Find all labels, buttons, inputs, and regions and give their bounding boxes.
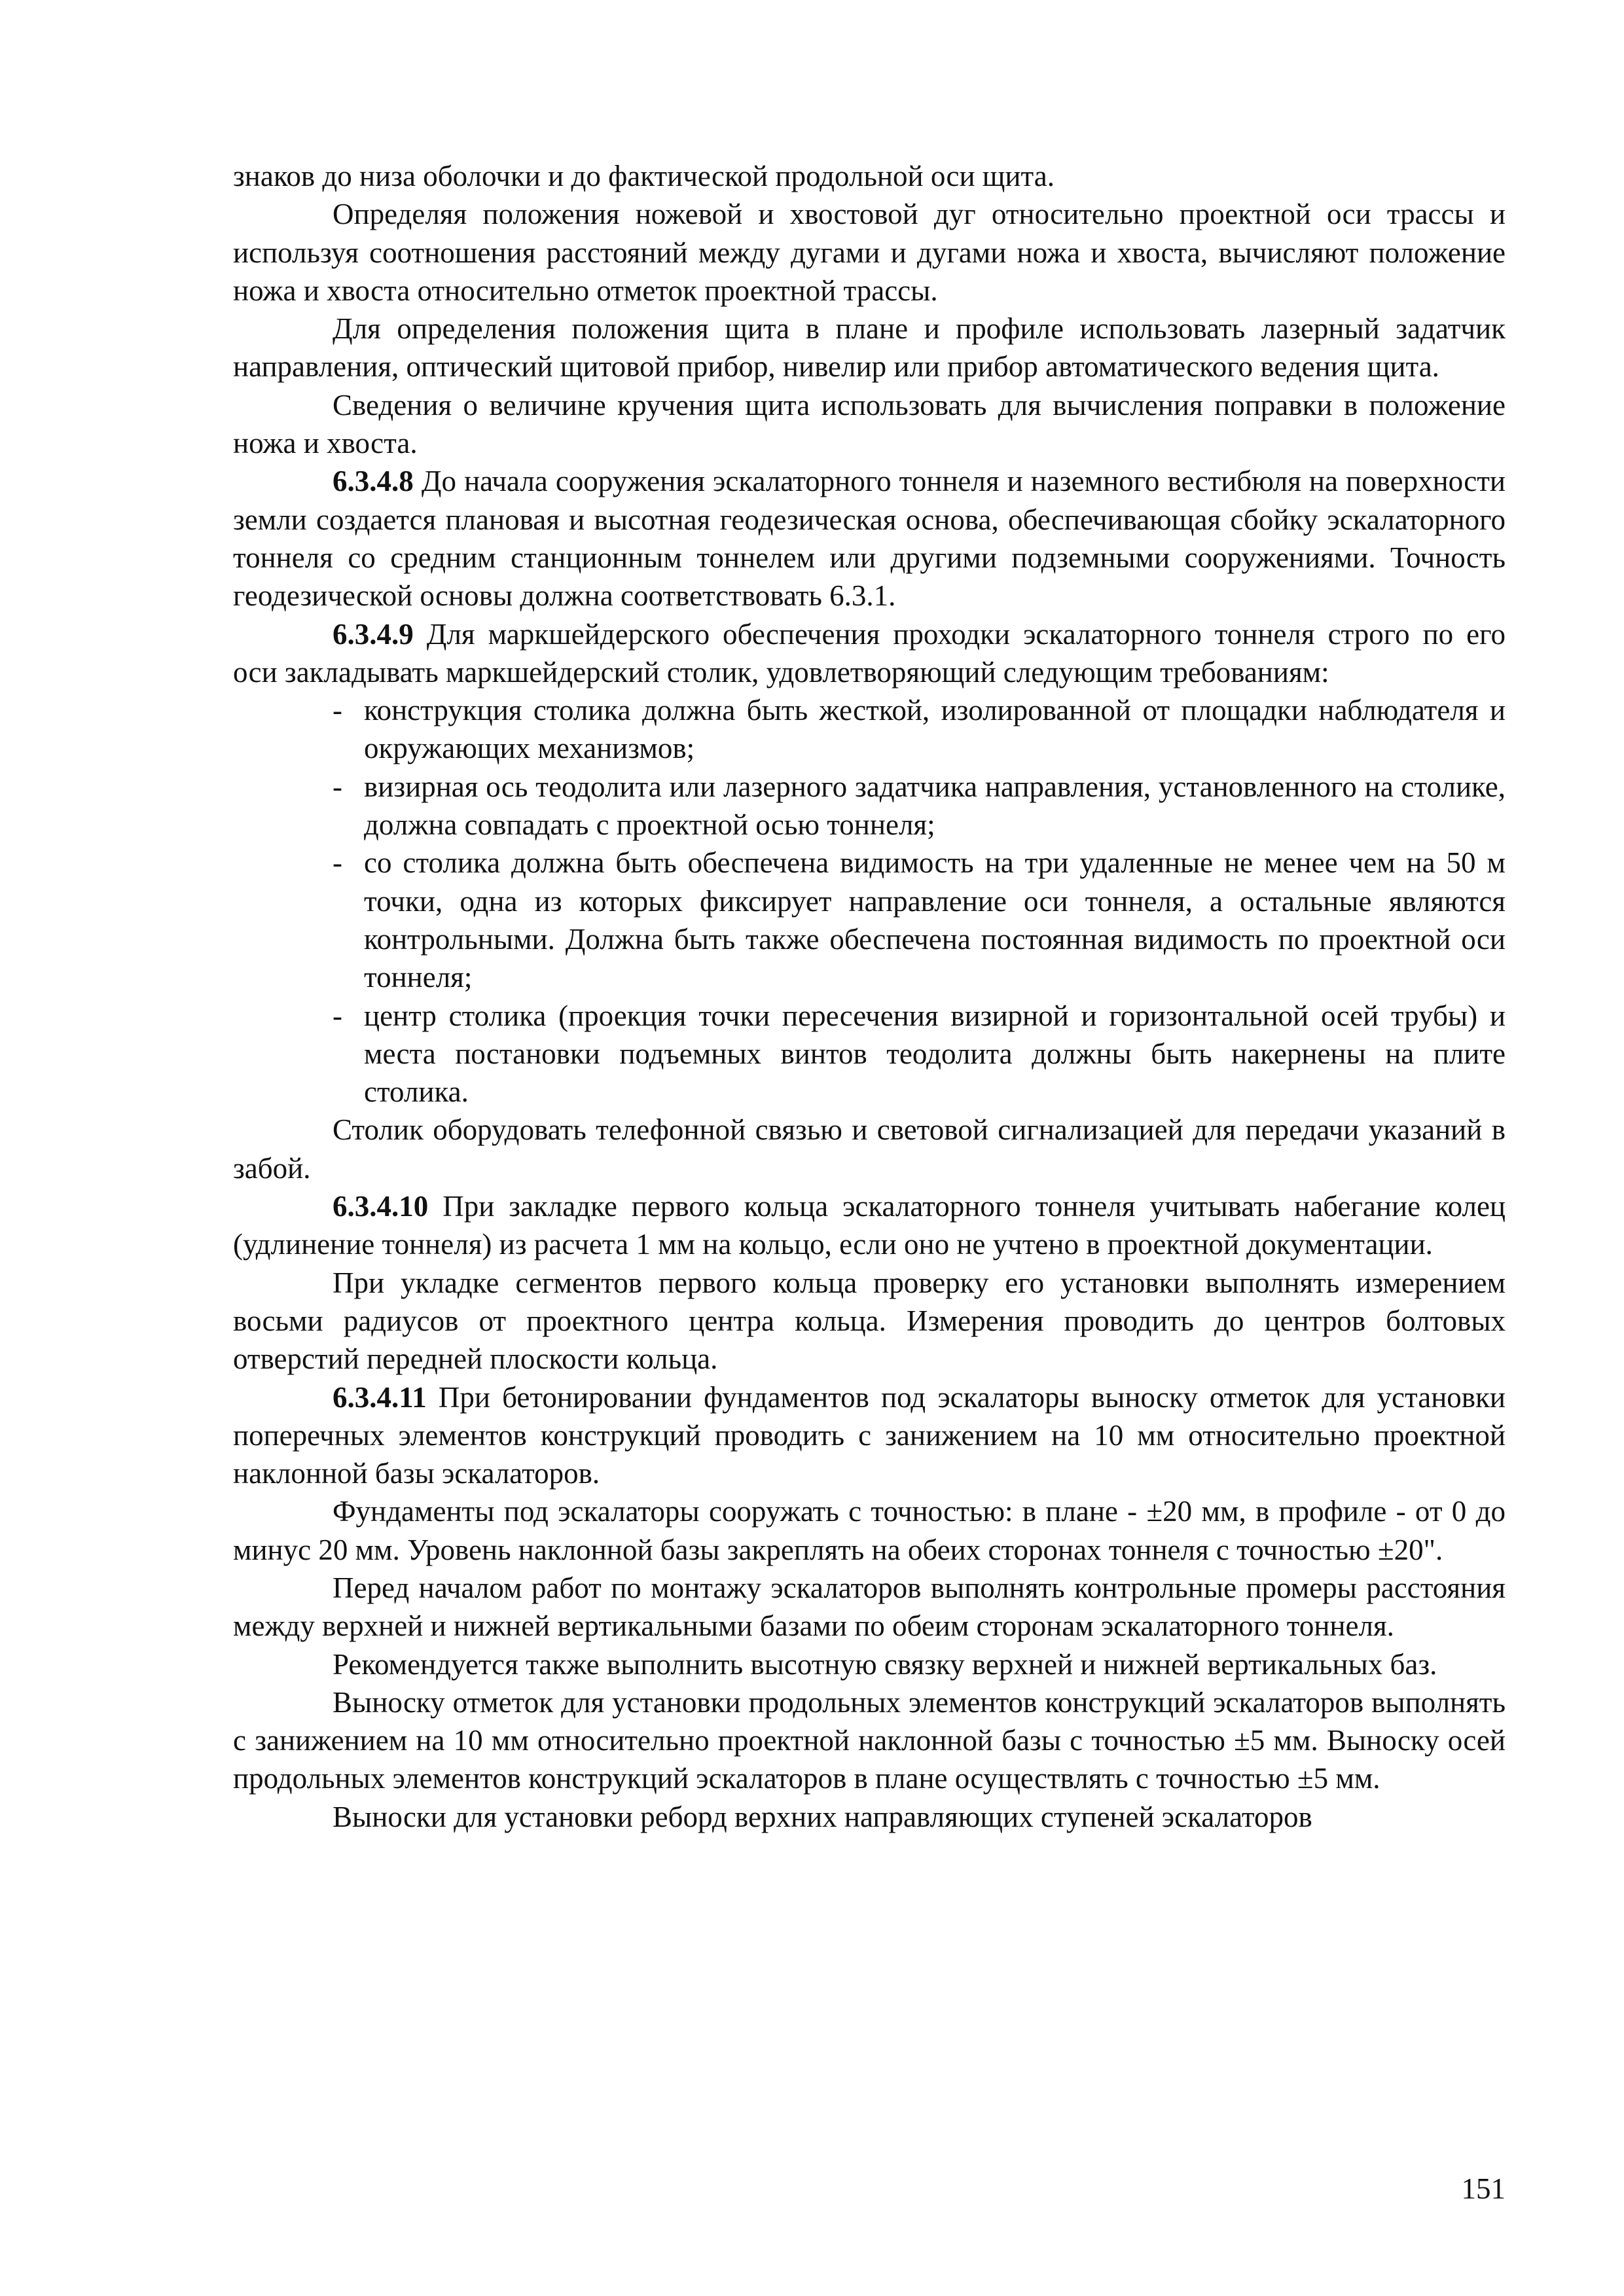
paragraph: Определяя положения ножевой и хвостовой дуг относительно проектной оси трассы и используя соотношения расстояний между дугами и дугами ножа и хвоста, вычисляют положение ножа и хвоста относительно отметок проектной трассы. [233,198,1506,307]
clause-6-3-4-11: 6.3.4.11 При бетонировании фундаментов под эскалаторы выноску отметок для установки поперечных элементов конструкций проводить с занижением на 10 мм относительно проектной наклонной базы эскалаторов. [233,1380,1506,1490]
document-page [233,157,1506,1836]
clause-number: 6.3.4.8 [333,465,414,498]
requirements-list [233,691,1506,1111]
paragraph: знаков до низа оболочки и до фактической продольной оси щита. [233,160,1055,192]
paragraph: Выноски для установки реборд верхних направляющих ступеней эскалаторов [333,1800,1312,1833]
clause-number: 6.3.4.11 [333,1380,427,1414]
clause-number: 6.3.4.10 [333,1190,429,1223]
paragraph: Для определения положения щита в плане и профиле использовать лазерный задатчик направления, оптический щитовой прибор, нивелир или прибор автоматического ведения щита. [233,312,1506,384]
clause-6-3-4-8: 6.3.4.8 До начала сооружения эскалаторного тоннеля и наземного вестибюля на поверхности земли создается плановая и высотная геодезическая основа, обеспечивающая сбойку эскалаторного тоннеля со средним станционным тоннелем или другими подземными сооружениями. Точность геодезической основы должна соответствовать 6.3.1. [233,465,1506,613]
clause-6-3-4-10: 6.3.4.10 При закладке первого кольца эскалаторного тоннеля учитывать набегание колец (удлинение тоннеля) из расчета 1 мм на кольцо, если оно не учтено в проектной документации. [233,1190,1506,1261]
list-item: - центр столика (проекция точки пересечения визирной и горизонтальной осей трубы) и места постановки подъемных винтов теодолита должны быть накернены на плите столика. [364,997,1506,1111]
paragraph: При укладке сегментов первого кольца проверку его установки выполнять измерением восьми радиусов от проектного центра кольца. Измерения проводить до центров болтовых отверстий передней плоскости кольца. [233,1266,1506,1376]
paragraph: Фундаменты под эскалаторы сооружать с точностью: в плане - ±20 мм, в профиле - от 0 до минус 20 мм. Уровень наклонной базы закреплять на обеих сторонах тоннеля с точностью ±20". [233,1495,1506,1566]
page-number: 151 [1461,2172,1506,2205]
list-item: - конструкция столика должна быть жесткой, изолированной от площадки наблюдателя и окружающих механизмов; [364,691,1506,768]
clause-number: 6.3.4.9 [333,617,414,651]
paragraph: Рекомендуется также выполнить высотную связку верхней и нижней вертикальных баз. [333,1647,1437,1681]
paragraph: Столик оборудовать телефонной связью и световой сигнализацией для передачи указаний в забой. [233,1113,1506,1185]
paragraph: Перед началом работ по монтажу эскалаторов выполнять контрольные промеры расстояния между верхней и нижней вертикальными базами по обеим сторонам эскалаторного тоннеля. [233,1571,1506,1643]
list-item: - со столика должна быть обеспечена видимость на три удаленные не менее чем на 50 м точки, одна из которых фиксирует направление оси тоннеля, а остальные являются контрольными. Должна быть также обеспечена постоянная видимость по проектной оси тоннеля; [364,844,1506,996]
paragraph: Сведения о величине кручения щита использовать для вычисления поправки в положение ножа и хвоста. [233,388,1506,460]
list-item: - визирная ось теодолита или лазерного задатчика направления, установленного на столике, должна совпадать с проектной осью тоннеля; [364,768,1506,844]
paragraph: Выноску отметок для установки продольных элементов конструкций эскалаторов выполнять с занижением на 10 мм относительно проектной наклонной базы с точностью ±5 мм. Выноску осей продольных элементов конструкций эскалаторов в плане осуществлять с точностью ±5 мм. [233,1685,1506,1795]
clause-6-3-4-9: 6.3.4.9 Для маркшейдерского обеспечения проходки эскалаторного тоннеля строго по его оси закладывать маркшейдерский столик, удовлетворяющий следующим требованиям: [233,617,1506,689]
